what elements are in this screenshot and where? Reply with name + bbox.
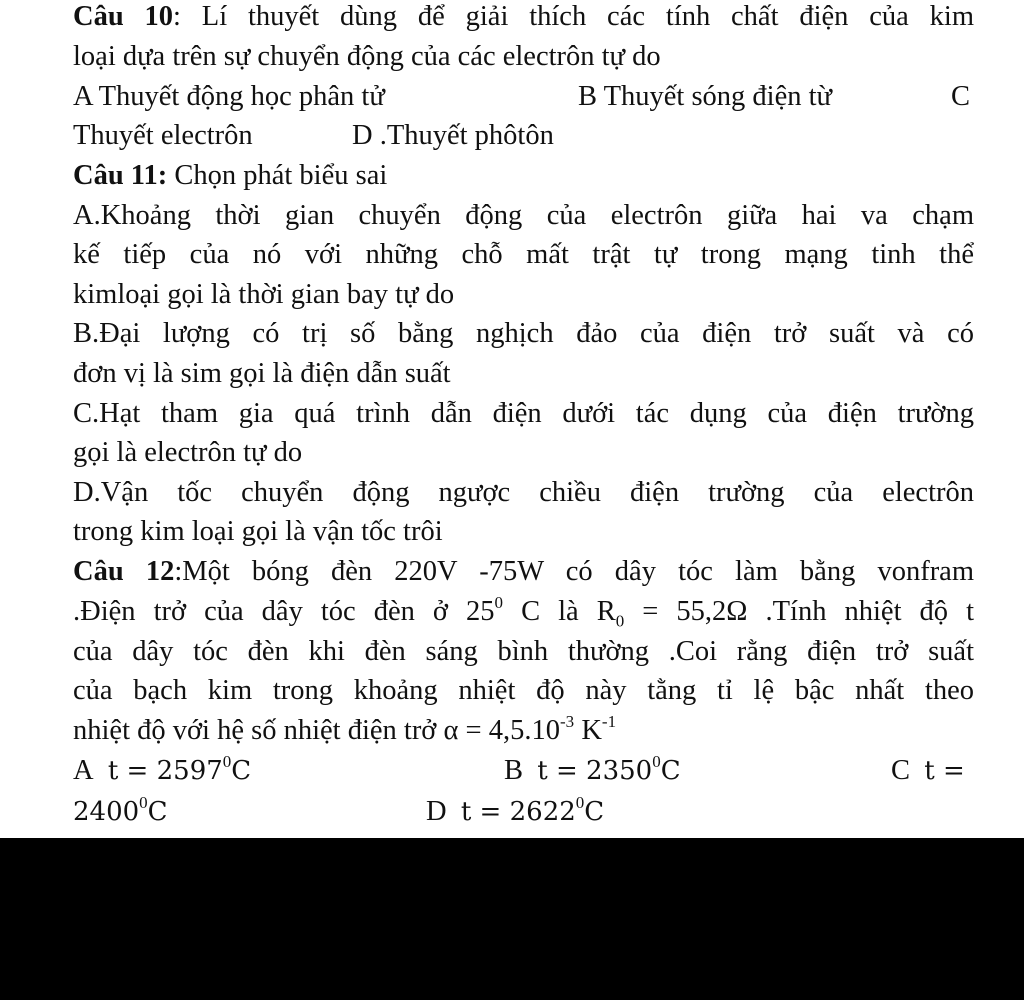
q11-option-d-line-2: trong kim loại gọi là vận tốc trôi [73, 516, 443, 547]
q11-option-c-line-1: C.Hạt tham gia quá trình dẫn điện dưới tác dụng của điện trường [73, 398, 974, 429]
q10-stem-line-1: Câu 10: Lí thuyết dùng để giải thích các tính chất điện của kim [73, 1, 974, 32]
bottom-black-band [0, 838, 1024, 1000]
q10-option-c-letter: C [951, 81, 971, 112]
q12-stem-line-4: của bạch kim trong khoảng nhiệt độ này tằng tỉ lệ bậc nhất theo [73, 675, 974, 706]
q12-option-b: B $t = 2350^0C$ [504, 751, 681, 786]
q10-option-c-text: Thuyết electrôn [73, 120, 253, 151]
q12-stem-line-1: Câu 12:Một bóng đèn 220V -75W có dây tóc làm bằng vonfram [73, 556, 974, 587]
q10-label: Câu 10 [73, 1, 174, 32]
q11-option-a-line-2: kế tiếp của nó với những chỗ mất trật tự trong mạng tinh thể [73, 239, 974, 270]
q11-option-b-line-1: B.Đại lượng có trị số bằng nghịch đảo của điện trở suất và có [73, 318, 974, 349]
q11-option-a-line-1: A.Khoảng thời gian chuyển động của electrôn giữa hai va chạm [73, 200, 974, 231]
q12-stem-line-3: của dây tóc đèn khi đèn sáng bình thường .Coi rằng điện trở suất [73, 636, 974, 667]
q12-option-c-end: 2400$^0$C [73, 792, 168, 827]
q11-option-c-line-2: gọi là electrôn tự do [73, 437, 303, 468]
q10-option-b: B Thuyết sóng điện từ [578, 81, 832, 112]
q11-option-b-line-2: đơn vị là sim gọi là điện dẫn suất [73, 358, 451, 389]
q12-option-a: A $t = 2597^0C$ [73, 751, 252, 786]
q12-label: Câu 12 [73, 556, 175, 587]
q11-option-d-line-1: D.Vận tốc chuyển động ngược chiều điện trường của electrôn [73, 477, 974, 508]
q11-stem: Câu 11: Chọn phát biểu sai [73, 160, 388, 191]
q11-option-a-line-3: kimloại gọi là thời gian bay tự do [73, 279, 455, 310]
q12-stem-line-5: nhiệt độ với hệ số nhiệt điện trở $\alpha = 4,5.10^{-3}$ $K^{-1}$ [73, 711, 617, 746]
q10-stem-line-2: loại dựa trên sự chuyển động của các electrôn tự do [73, 41, 661, 72]
q12-option-c-start: C t = [891, 755, 965, 786]
q10-option-a: A Thuyết động học phân tử [73, 81, 385, 112]
q11-label: Câu 11: [73, 160, 168, 191]
q12-option-d: D $t = 2622^0C$ [426, 792, 605, 827]
q12-stem-line-2: .Điện trở của dây tóc đèn ở $25^0$ C là $R_0 = 55,2\Omega$ .Tính nhiệt độ t [73, 592, 974, 631]
q10-option-d: D .Thuyết phôtôn [352, 120, 554, 151]
